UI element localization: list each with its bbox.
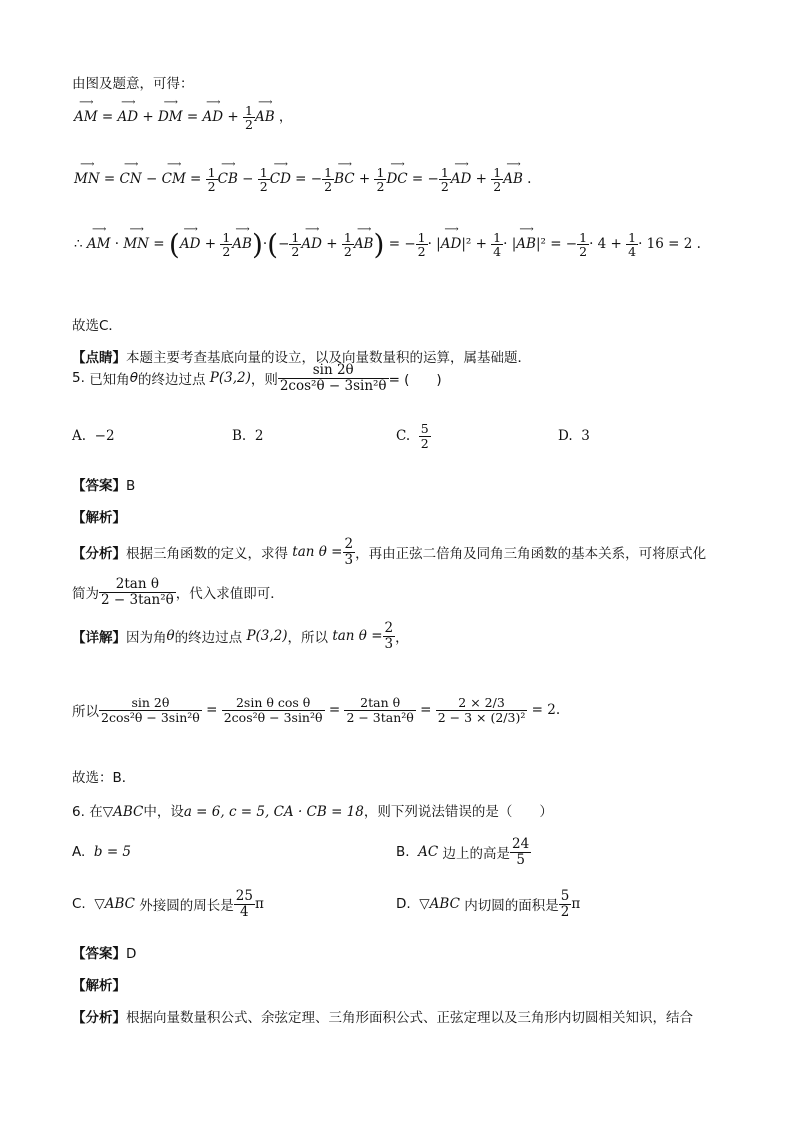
option-label: A. — [72, 844, 86, 860]
q6-stem — [72, 800, 553, 820]
choice-q4: 故选C． — [72, 318, 122, 334]
q6-number: 6. — [72, 804, 85, 820]
option-label: C. — [396, 428, 411, 444]
answer-tag: 【答案】 — [72, 478, 126, 494]
equation-dot-product: ∴ ⟶ AM · ⟶ MN = (⟶ AD + $\frac{1}{2}$ ⟶ AB)·(− $\frac{1}{2}$ ⟶ AD + $\frac{1}{2}$ ⟶ AB) = − $\frac{1}{2}$ · |⟶ AD|² + $\frac{1}{4}$ · |⟶ AB|² = − $\frac{1}{2}$ · 4 + $\frac{1}{4}$ · 16 = 2 . — [74, 228, 701, 261]
q6-analysis-tag: 【解析】 — [72, 978, 126, 994]
fenxi-c: 简为 — [72, 586, 99, 602]
chain-f3-den: 2 − 3tan²θ — [346, 709, 414, 725]
option-text: 边上的高是 — [442, 846, 511, 862]
option-den: 5 — [516, 851, 525, 868]
q6-stem-b: 中，设 — [143, 804, 184, 820]
point-p: P(3,2) — [246, 628, 288, 644]
fenxi-d: ，代入求值即可． — [175, 586, 284, 602]
equation-am: ⟶ AM = ⟶ AD + ⟶ DM = ⟶ AD + $\frac{1}{2}$ ⟶ AB ， — [74, 104, 292, 131]
chain-f4-den: 2 − 3 × (2/3)² — [437, 709, 526, 725]
pi: π — [571, 896, 581, 912]
option-value: −2 — [94, 428, 115, 444]
q5-choice: 故选：B． — [72, 770, 136, 786]
equation-mn: ⟶ MN = ⟶ CN − ⟶ CM = $\frac{1}{2}$ ⟶ CB − $\frac{1}{2}$ ⟶ CD = − $\frac{1}{2}$ ⟶ BC + $\frac{1}{2}$ ⟶ DC = − $\frac{1}{2}$ ⟶ AD + $\frac{1}{2}$ ⟶ AB . — [74, 166, 531, 193]
triangle-abc: ▽ABC — [419, 896, 460, 912]
q5-answer — [72, 474, 135, 494]
option-label: C. — [72, 896, 86, 912]
chain-f2-den: 2cos²θ − 3sin²θ — [223, 709, 323, 725]
option-den: 2 — [560, 903, 570, 920]
frac-num: 1 — [245, 103, 253, 118]
fenxi-frac-num: 2tan θ — [99, 577, 176, 592]
q6-given: a = 6, c = 5, CA · CB = 18 — [183, 804, 364, 820]
fenxi-tan: tan θ = — [292, 544, 343, 560]
q6-option-b — [396, 830, 531, 874]
option-label: D. — [558, 428, 573, 444]
q5-option-b — [232, 428, 263, 444]
q5-number: 5. — [72, 370, 85, 386]
option-label: B. — [232, 428, 247, 444]
theta: θ — [129, 370, 138, 386]
fenxi-tan-den: 3 — [344, 551, 354, 568]
chain-f3-num: 2tan θ — [344, 696, 415, 710]
chain-result: = 2. — [531, 702, 561, 718]
option-ac: AC — [418, 844, 439, 860]
point-p: P(3,2) — [209, 370, 251, 386]
q5-stem-b: 的终边过点 — [137, 372, 206, 388]
option-label: A. — [72, 428, 87, 444]
option-value: 3 — [581, 428, 590, 444]
option-den: 2 — [420, 435, 429, 451]
suoyi: 所以 — [72, 704, 99, 720]
q6-option-d — [396, 882, 580, 926]
fenxi-tag: 【分析】 — [72, 1010, 126, 1026]
q5-stem — [72, 356, 442, 400]
dianjing-text: 本题主要考查基底向量的设立，以及向量数量积的运算，属基础题． — [126, 350, 531, 366]
q5-analysis-tag: 【解析】 — [72, 510, 126, 526]
option-label: D. — [396, 896, 411, 912]
dianjing-tag: 【点睛】 — [72, 350, 126, 366]
pi: π — [254, 896, 264, 912]
option-num: 24 — [512, 836, 530, 853]
chain-f1-num: sin 2θ — [99, 696, 202, 710]
q6-option-c — [72, 882, 264, 926]
option-text: 内切圆的面积是 — [464, 898, 559, 914]
q5-xiangjie-line: 【详解】 因为角 θ 的终边过点 P(3,2) ，所以 tan θ = $\frac{2}{3}$ ， — [72, 620, 409, 652]
xiangjie-tan-num: 2 — [384, 620, 394, 637]
answer-value: D — [126, 946, 137, 962]
fenxi-frac-den: 2 − 3tan²θ — [101, 591, 174, 608]
intro-text: 由图及题意，可得： — [72, 76, 194, 92]
chain-f2-num: 2sin θ cos θ — [222, 696, 325, 710]
fenxi-b: ，再由正弦二倍角及同角三角函数的基本关系，可将原式化 — [355, 546, 707, 562]
frac-den: 2 — [245, 117, 253, 133]
q5-option-a — [72, 428, 115, 444]
fenxi-tan-num: 2 — [344, 536, 354, 553]
xiangjie-tag: 【详解】 — [72, 630, 126, 646]
fenxi-text: 根据向量数量积公式、余弦定理、三角形面积公式、正弦定理以及三角形内切圆相关知识，结合 — [126, 1010, 693, 1026]
answer-value: B — [126, 478, 136, 494]
answer-tag: 【答案】 — [72, 946, 126, 962]
q5-fenxi-line2 — [72, 570, 284, 614]
q6-answer — [72, 942, 136, 962]
q5-option-d — [558, 428, 590, 444]
chain-f4-num: 2 × 2/3 — [436, 696, 528, 710]
q5-stem-d: = ( ) — [388, 372, 442, 388]
q6-stem-c: ，则下列说法错误的是（ ） — [363, 804, 553, 820]
q5-solution-chain: 所以 $\frac{\sin 2\theta}{\text{2cos²θ − 3sin²θ}}$ = $\frac{\text{2sin θ cos θ}}{\text{2cos²θ − 3sin²θ}}$ = $\frac{\text{2tan θ}}{\text{2 − 3tan²θ}}$ = $\frac{2 \times 2/3}{\text{2 − 3 × (2/3)²}}$ = 2. — [72, 695, 561, 725]
option-num: 5 — [420, 421, 429, 437]
triangle-abc: ▽ABC — [102, 804, 144, 820]
xiangjie-tan: tan θ = — [332, 628, 383, 644]
q5-option-c — [396, 414, 431, 458]
fenxi-a: 根据三角函数的定义，求得 — [126, 546, 288, 562]
q5-fraction — [278, 363, 389, 392]
xiangjie-c: ，所以 — [287, 630, 329, 646]
q6-option-a — [72, 844, 131, 860]
option-den: 4 — [240, 903, 249, 920]
option-label: B. — [396, 844, 410, 860]
option-num: 5 — [560, 888, 570, 905]
xiangjie-tan-den: 3 — [384, 635, 394, 652]
option-value: 2 — [254, 428, 264, 444]
xiangjie-b: 的终边过点 — [174, 630, 243, 646]
q5-stem-c: ，则 — [250, 372, 278, 388]
xiangjie-a: 因为角 — [126, 630, 167, 646]
fenxi-tag: 【分析】 — [72, 546, 126, 562]
q5-frac-den: 2cos²θ − 3sin²θ — [279, 377, 387, 394]
option-value: b = 5 — [93, 844, 132, 860]
triangle-abc: ▽ABC — [94, 896, 135, 912]
q6-stem-a: 在 — [89, 804, 103, 820]
q6-fenxi — [72, 1006, 693, 1026]
option-text: 外接圆的周长是 — [139, 898, 234, 914]
chain-f1-den: 2cos²θ − 3sin²θ — [101, 709, 200, 725]
theta: θ — [166, 628, 175, 644]
option-num: 25 — [235, 888, 253, 905]
q5-frac-num: sin 2θ — [278, 363, 389, 378]
q5-fenxi-line1 — [72, 530, 706, 574]
q5-stem-a: 已知角 — [89, 372, 130, 388]
